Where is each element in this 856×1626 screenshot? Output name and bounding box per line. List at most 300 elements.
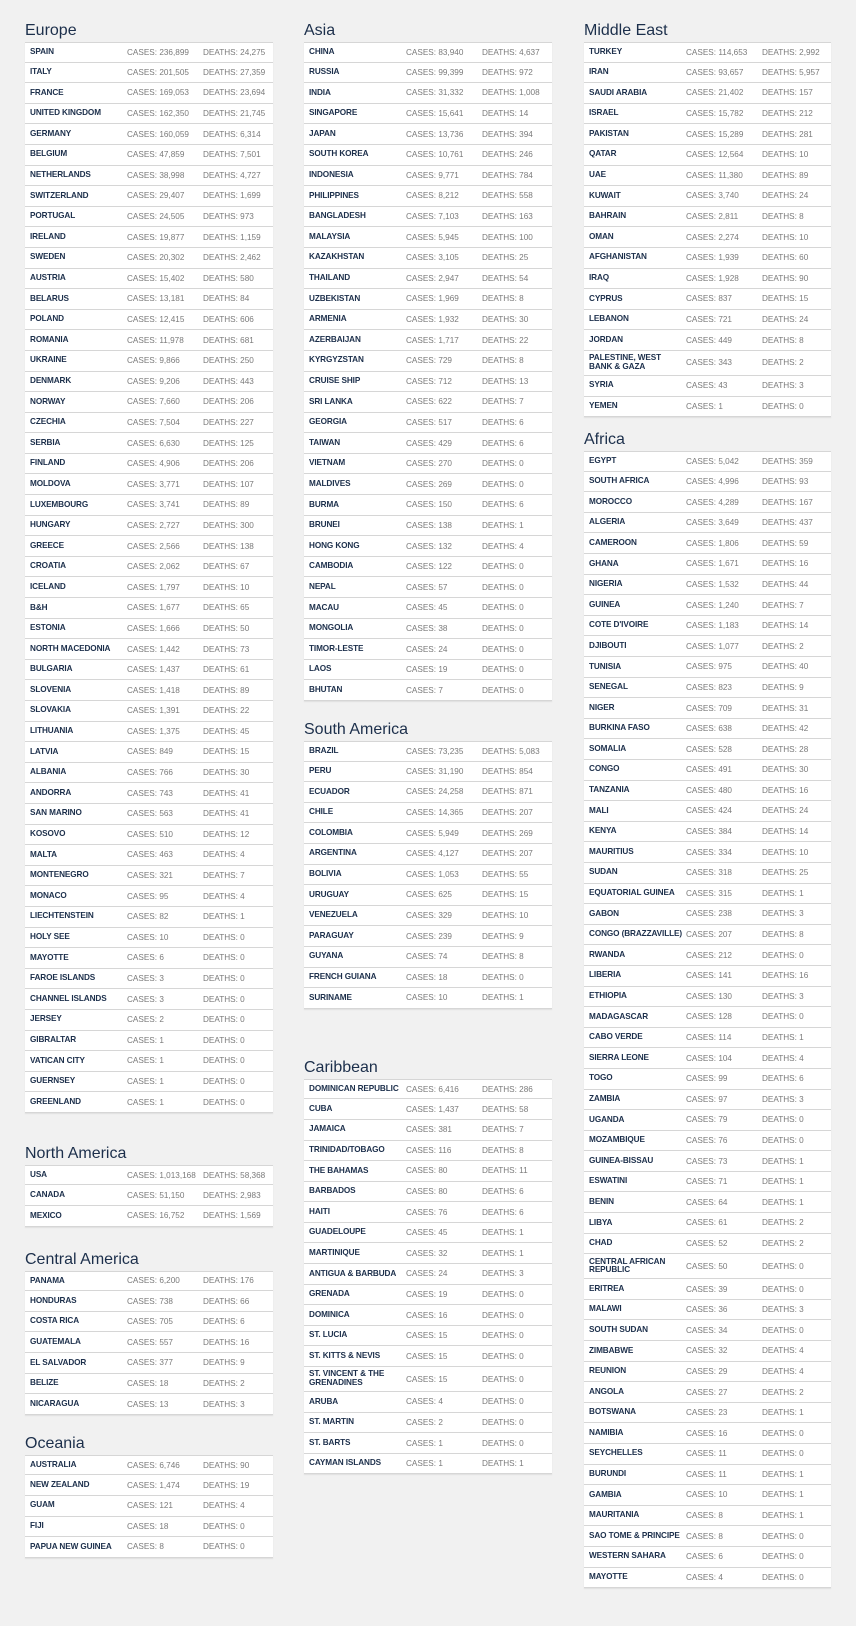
country-name: BHUTAN <box>309 684 343 694</box>
cases-label: CASES: <box>406 665 437 675</box>
deaths-label: DEATHS: <box>203 315 238 325</box>
country-name: DOMINICA <box>309 1309 350 1319</box>
table-row <box>584 987 831 1008</box>
table-row <box>25 124 273 145</box>
deaths-cell <box>203 171 261 180</box>
cases-label: CASES: <box>686 170 717 180</box>
deaths-cell <box>762 539 808 548</box>
deaths-label: DEATHS: <box>762 930 797 940</box>
deaths-label: DEATHS: <box>203 891 238 901</box>
deaths-cell <box>762 601 804 610</box>
deaths-value: 7,501 <box>240 150 261 160</box>
table-row <box>25 639 273 660</box>
country-name: JAMAICA <box>309 1124 346 1134</box>
cases-cell <box>406 973 482 982</box>
cases-label: CASES: <box>127 1501 158 1511</box>
country-name: LIBERIA <box>589 970 622 980</box>
country-name: ECUADOR <box>309 786 350 796</box>
cases-label: CASES: <box>406 993 437 1003</box>
country-name: UZBEKISTAN <box>309 293 361 303</box>
country-name: SIERRA LEONE <box>589 1052 649 1062</box>
cases-cell <box>406 911 482 920</box>
cases-label: CASES: <box>686 212 717 222</box>
cases-cell <box>686 1429 762 1438</box>
deaths-label: DEATHS: <box>482 109 517 119</box>
deaths-label: DEATHS: <box>482 315 517 325</box>
cases-cell <box>127 1098 203 1107</box>
deaths-value: 227 <box>240 417 254 427</box>
cases-cell <box>127 768 203 777</box>
cases-value: 449 <box>718 335 732 345</box>
cases-cell <box>406 130 482 139</box>
deaths-cell <box>762 68 820 77</box>
cases-label: CASES: <box>686 1261 717 1271</box>
deaths-value: 8 <box>519 952 524 962</box>
cases-value: 24,258 <box>438 787 464 797</box>
table-row <box>584 376 831 397</box>
deaths-cell <box>762 1408 804 1417</box>
cases-cell <box>686 621 762 630</box>
deaths-label: DEATHS: <box>203 1358 238 1368</box>
cases-cell <box>127 521 203 530</box>
cases-value: 2,811 <box>718 212 739 222</box>
region-caribbean <box>304 1057 552 1475</box>
deaths-value: 10 <box>799 150 809 160</box>
country-name: AZERBAIJAN <box>309 334 361 344</box>
deaths-cell <box>482 150 533 159</box>
deaths-cell <box>482 1418 524 1427</box>
deaths-label: DEATHS: <box>482 746 517 756</box>
cases-label: CASES: <box>406 972 437 982</box>
deaths-label: DEATHS: <box>482 232 517 242</box>
cases-label: CASES: <box>127 129 158 139</box>
deaths-label: DEATHS: <box>762 518 797 528</box>
table-row <box>584 1300 831 1321</box>
cases-label: CASES: <box>686 971 717 981</box>
cases-cell <box>406 274 482 283</box>
country-name: CUBA <box>309 1103 333 1113</box>
cases-cell <box>406 932 482 941</box>
deaths-cell <box>762 992 804 1001</box>
deaths-value: 4 <box>799 1346 804 1356</box>
deaths-label: DEATHS: <box>203 1460 238 1470</box>
country-name: GUINEA-BISSAU <box>589 1155 654 1165</box>
table-row <box>304 413 552 434</box>
cases-label: CASES: <box>686 456 717 466</box>
table-row <box>25 310 273 331</box>
deaths-label: DEATHS: <box>762 67 797 77</box>
deaths-label: DEATHS: <box>203 1378 238 1388</box>
cases-value: 1,932 <box>438 315 459 325</box>
cases-label: CASES: <box>686 1033 717 1043</box>
cases-label: CASES: <box>686 1552 717 1562</box>
cases-cell <box>686 909 762 918</box>
cases-cell <box>686 88 762 97</box>
deaths-cell <box>203 191 261 200</box>
cases-value: 83,940 <box>438 47 464 57</box>
deaths-label: DEATHS: <box>482 582 517 592</box>
deaths-cell <box>203 809 249 818</box>
deaths-label: DEATHS: <box>762 1366 797 1376</box>
deaths-cell <box>762 498 813 507</box>
country-name: SERBIA <box>30 437 61 447</box>
cases-value: 10 <box>438 993 448 1003</box>
region-title: Central America <box>25 1250 139 1268</box>
deaths-value: 3 <box>799 991 804 1001</box>
cases-cell <box>686 1177 762 1186</box>
table-row <box>584 945 831 966</box>
deaths-value: 31 <box>799 703 809 713</box>
cases-value: 15 <box>438 1374 448 1384</box>
table-row <box>584 1568 831 1589</box>
cases-label: CASES: <box>686 1449 717 1459</box>
deaths-cell <box>762 315 808 324</box>
table-row <box>25 516 273 537</box>
table-row <box>25 1291 273 1312</box>
table-row <box>584 925 831 946</box>
cases-value: 95 <box>159 891 169 901</box>
cases-value: 236,899 <box>159 47 189 57</box>
deaths-cell <box>762 662 808 671</box>
country-name: BURKINA FASO <box>589 723 650 733</box>
table-row <box>304 660 552 681</box>
cases-label: CASES: <box>406 1207 437 1217</box>
deaths-cell <box>762 150 808 159</box>
table-row <box>304 557 552 578</box>
cases-value: 517 <box>438 417 452 427</box>
cases-cell <box>686 1408 762 1417</box>
country-name: JORDAN <box>589 334 623 344</box>
deaths-label: DEATHS: <box>203 994 238 1004</box>
deaths-cell <box>482 191 533 200</box>
cases-label: CASES: <box>686 724 717 734</box>
table-row <box>304 186 552 207</box>
cases-cell <box>406 890 482 899</box>
deaths-label: DEATHS: <box>762 868 797 878</box>
table-row <box>25 495 273 516</box>
country-name: HUNGARY <box>30 520 71 530</box>
table-row <box>25 804 273 825</box>
cases-cell <box>127 1276 203 1285</box>
deaths-cell <box>762 294 808 303</box>
country-name: GUATEMALA <box>30 1336 81 1346</box>
deaths-value: 2 <box>799 641 804 651</box>
country-name: MARTINIQUE <box>309 1247 360 1257</box>
cases-cell <box>686 381 762 390</box>
cases-value: 207 <box>718 930 732 940</box>
cases-label: CASES: <box>127 1317 158 1327</box>
deaths-label: DEATHS: <box>482 603 517 613</box>
deaths-cell <box>203 1191 261 1200</box>
deaths-value: 12 <box>240 829 250 839</box>
cases-label: CASES: <box>406 273 437 283</box>
deaths-cell <box>482 130 533 139</box>
cases-label: CASES: <box>127 1056 158 1066</box>
table-row <box>584 719 831 740</box>
deaths-cell <box>203 377 254 386</box>
deaths-cell <box>203 768 249 777</box>
table-row <box>584 1028 831 1049</box>
deaths-cell <box>482 624 524 633</box>
table-row <box>25 763 273 784</box>
deaths-cell <box>482 171 533 180</box>
deaths-cell <box>482 88 540 97</box>
region-table <box>25 1271 273 1415</box>
deaths-value: 0 <box>240 932 245 942</box>
deaths-value: 21,745 <box>240 109 266 119</box>
deaths-cell <box>203 892 245 901</box>
cases-value: 23 <box>718 1408 728 1418</box>
deaths-label: DEATHS: <box>203 1015 238 1025</box>
table-row <box>584 698 831 719</box>
deaths-cell <box>482 1459 524 1468</box>
cases-cell <box>127 871 203 880</box>
cases-value: 34 <box>718 1325 728 1335</box>
cases-cell <box>686 580 762 589</box>
deaths-cell <box>482 1331 524 1340</box>
cases-cell <box>406 1208 482 1217</box>
country-name: TRINIDAD/TOBAGO <box>309 1144 385 1154</box>
deaths-value: 5,957 <box>799 67 820 77</box>
deaths-value: 0 <box>519 1331 524 1341</box>
cases-label: CASES: <box>406 685 437 695</box>
deaths-value: 206 <box>240 459 254 469</box>
deaths-label: DEATHS: <box>203 768 238 778</box>
country-name: B&H <box>30 602 48 612</box>
deaths-label: DEATHS: <box>762 600 797 610</box>
table-row <box>25 536 273 557</box>
cases-label: CASES: <box>686 682 717 692</box>
country-name: LIBYA <box>589 1217 613 1227</box>
region-title: North America <box>25 1144 127 1162</box>
table-row <box>584 1090 831 1111</box>
cases-cell <box>406 212 482 221</box>
deaths-label: DEATHS: <box>203 294 238 304</box>
cases-cell <box>686 642 762 651</box>
deaths-label: DEATHS: <box>482 1084 517 1094</box>
deaths-label: DEATHS: <box>762 1325 797 1335</box>
table-row <box>584 397 831 418</box>
deaths-label: DEATHS: <box>203 912 238 922</box>
country-name: CANADA <box>30 1189 65 1199</box>
table-row <box>304 516 552 537</box>
cases-value: 19 <box>438 1289 448 1299</box>
deaths-cell <box>482 870 528 879</box>
deaths-cell <box>762 580 808 589</box>
table-row <box>25 372 273 393</box>
cases-value: 24 <box>438 1269 448 1279</box>
country-name: NICARAGUA <box>30 1398 80 1408</box>
deaths-cell <box>203 830 249 839</box>
deaths-label: DEATHS: <box>482 335 517 345</box>
cases-value: 150 <box>438 500 452 510</box>
deaths-label: DEATHS: <box>482 520 517 530</box>
deaths-cell <box>203 645 249 654</box>
deaths-label: DEATHS: <box>482 150 517 160</box>
table-row <box>584 492 831 513</box>
cases-label: CASES: <box>127 829 158 839</box>
cases-label: CASES: <box>686 1469 717 1479</box>
cases-label: CASES: <box>686 1115 717 1125</box>
cases-value: 2,947 <box>438 273 459 283</box>
cases-cell <box>406 993 482 1002</box>
deaths-label: DEATHS: <box>203 438 238 448</box>
cases-cell <box>686 827 762 836</box>
table-row <box>584 166 831 187</box>
deaths-value: 4 <box>799 1366 804 1376</box>
country-name: KENYA <box>589 826 617 836</box>
deaths-value: 1,699 <box>240 191 261 201</box>
deaths-cell <box>482 1187 524 1196</box>
cases-value: 21,402 <box>718 88 744 98</box>
country-name: ANDORRA <box>30 787 72 797</box>
cases-value: 39 <box>718 1284 728 1294</box>
cases-value: 6,630 <box>159 438 180 448</box>
deaths-label: DEATHS: <box>482 1289 517 1299</box>
deaths-value: 207 <box>519 849 533 859</box>
cases-label: CASES: <box>406 129 437 139</box>
cases-cell <box>686 253 762 262</box>
cases-cell <box>127 1522 203 1531</box>
deaths-value: 2,992 <box>799 47 820 57</box>
deaths-cell <box>762 683 804 692</box>
cases-label: CASES: <box>127 294 158 304</box>
cases-value: 557 <box>159 1337 173 1347</box>
deaths-label: DEATHS: <box>203 1296 238 1306</box>
table-row <box>584 1362 831 1383</box>
cases-value: 318 <box>718 868 732 878</box>
deaths-label: DEATHS: <box>203 623 238 633</box>
cases-cell <box>127 1400 203 1409</box>
cases-value: 837 <box>718 294 732 304</box>
deaths-label: DEATHS: <box>762 1387 797 1397</box>
deaths-value: 2 <box>799 1218 804 1228</box>
table-row <box>304 166 552 187</box>
deaths-label: DEATHS: <box>482 1351 517 1361</box>
deaths-value: 0 <box>519 685 524 695</box>
region-middle-east <box>584 20 831 417</box>
deaths-label: DEATHS: <box>203 109 238 119</box>
cases-value: 32 <box>718 1346 728 1356</box>
table-row <box>25 680 273 701</box>
deaths-label: DEATHS: <box>762 401 797 411</box>
deaths-value: 163 <box>519 212 533 222</box>
country-name: CROATIA <box>30 561 66 571</box>
cases-cell <box>406 624 482 633</box>
country-name: CZECHIA <box>30 417 66 427</box>
deaths-value: 6 <box>799 1074 804 1084</box>
deaths-label: DEATHS: <box>482 828 517 838</box>
deaths-cell <box>482 294 524 303</box>
region-central-america <box>25 1249 273 1415</box>
table-row <box>584 1213 831 1234</box>
deaths-cell <box>203 1358 245 1367</box>
deaths-label: DEATHS: <box>762 1115 797 1125</box>
cases-label: CASES: <box>127 1097 158 1107</box>
cases-cell <box>127 727 203 736</box>
cases-value: 27 <box>718 1387 728 1397</box>
cases-value: 1,183 <box>718 621 739 631</box>
cases-cell <box>686 1285 762 1294</box>
cases-label: CASES: <box>406 849 437 859</box>
table-row <box>304 926 552 947</box>
cases-value: 74 <box>438 952 448 962</box>
cases-label: CASES: <box>406 787 437 797</box>
cases-cell <box>406 787 482 796</box>
table-row <box>25 145 273 166</box>
deaths-label: DEATHS: <box>482 47 517 57</box>
country-name: NEPAL <box>309 581 336 591</box>
cases-label: CASES: <box>406 1269 437 1279</box>
cases-cell <box>406 500 482 509</box>
country-name: SENEGAL <box>589 682 628 692</box>
deaths-label: DEATHS: <box>203 1276 238 1286</box>
cases-cell <box>686 1012 762 1021</box>
deaths-cell <box>762 109 813 118</box>
deaths-value: 212 <box>799 109 813 119</box>
country-name: SOUTH SUDAN <box>589 1324 648 1334</box>
deaths-cell <box>762 358 804 367</box>
country-name: FRENCH GUIANA <box>309 972 377 982</box>
country-name: CHANNEL ISLANDS <box>30 993 107 1003</box>
deaths-value: 0 <box>519 479 524 489</box>
cases-label: CASES: <box>127 644 158 654</box>
deaths-cell <box>482 212 533 221</box>
deaths-value: 0 <box>240 1035 245 1045</box>
table-row <box>25 1374 273 1395</box>
deaths-label: DEATHS: <box>482 129 517 139</box>
cases-value: 1,437 <box>159 665 180 675</box>
cases-label: CASES: <box>127 315 158 325</box>
cases-label: CASES: <box>406 1374 437 1384</box>
deaths-label: DEATHS: <box>762 1490 797 1500</box>
country-name: MOZAMBIQUE <box>589 1135 645 1145</box>
country-name: IRAN <box>589 67 609 77</box>
table-row <box>584 186 831 207</box>
cases-value: 15 <box>438 1351 448 1361</box>
cases-value: 463 <box>159 850 173 860</box>
country-name: HONDURAS <box>30 1295 77 1305</box>
table-row <box>584 575 831 596</box>
cases-cell <box>406 1397 482 1406</box>
table-row <box>584 1069 831 1090</box>
deaths-cell <box>762 1033 804 1042</box>
cases-cell <box>127 109 203 118</box>
cases-label: CASES: <box>686 88 717 98</box>
cases-value: 1,797 <box>159 582 180 592</box>
cases-label: CASES: <box>406 911 437 921</box>
deaths-value: 250 <box>240 356 254 366</box>
deaths-label: DEATHS: <box>203 829 238 839</box>
deaths-cell <box>762 477 808 486</box>
table-row <box>25 1312 273 1333</box>
deaths-value: 6 <box>519 1207 524 1217</box>
cases-label: CASES: <box>406 1145 437 1155</box>
table-row <box>584 227 831 248</box>
deaths-cell <box>762 1054 804 1063</box>
cases-value: 6,416 <box>438 1084 459 1094</box>
country-name: ARMENIA <box>309 314 347 324</box>
deaths-label: DEATHS: <box>762 294 797 304</box>
cases-cell <box>406 1085 482 1094</box>
table-row <box>25 83 273 104</box>
deaths-value: 8 <box>519 1145 524 1155</box>
cases-value: 849 <box>159 747 173 757</box>
cases-label: CASES: <box>127 170 158 180</box>
deaths-value: 30 <box>240 768 250 778</box>
cases-value: 1 <box>159 1056 164 1066</box>
deaths-label: DEATHS: <box>203 67 238 77</box>
